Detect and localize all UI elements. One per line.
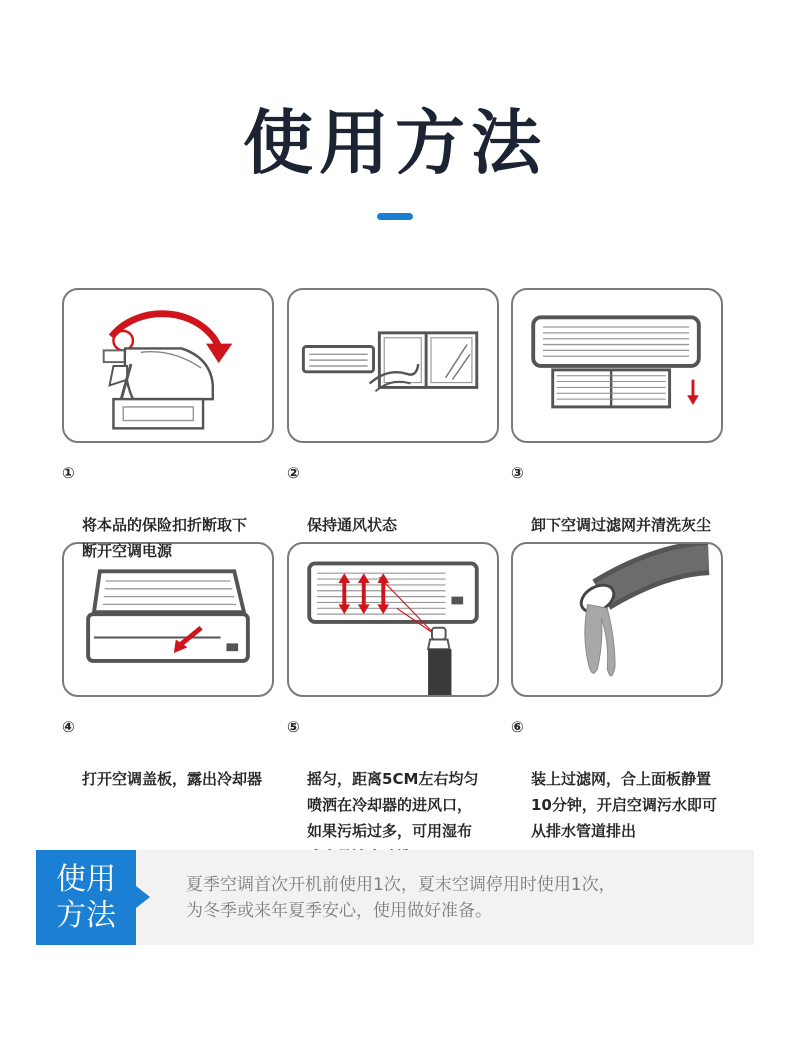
step-1-illustration xyxy=(62,288,274,443)
step-4-caption: ④ 打开空调盖板，露出冷却器 xyxy=(62,718,263,788)
step-1-caption: ① 将本品的保险扣折断取下 断开空调电源 xyxy=(62,464,248,560)
step-2-caption: ② 保持通风状态 xyxy=(287,464,398,534)
usage-label: 使用 方法 xyxy=(36,850,136,945)
step-5-caption: ⑤ 摇匀，距离5CM左右均匀 喷洒在冷却器的进风口， 如果污垢过多，可用湿布 xyxy=(287,718,479,840)
spray-can-cap-icon xyxy=(64,290,272,441)
usage-arrow-icon xyxy=(136,886,150,908)
ventilation-window-icon xyxy=(289,290,497,441)
page-title: 使用方法 xyxy=(243,102,547,184)
step-6-caption: ⑥ 装上过滤网，合上面板静置 10分钟，开启空调污水即可 从排水管道排出 xyxy=(511,718,717,840)
title-accent-bar xyxy=(377,213,413,220)
filter-removal-icon xyxy=(513,290,721,441)
drain-pipe-icon xyxy=(513,544,721,695)
step-6-illustration xyxy=(511,542,723,697)
step-3-caption: ③ 卸下空调过滤网并清洗灰尘 xyxy=(511,464,712,534)
usage-note-box xyxy=(36,850,754,945)
step-5-illustration xyxy=(287,542,499,697)
usage-text: 夏季空调首次开机前使用1次，夏末空调停用时使用1次， 为冬季或来年夏季安心，使用做好准备。 xyxy=(186,875,616,921)
spray-cooler-icon xyxy=(289,544,497,695)
step-3-illustration xyxy=(511,288,723,443)
step-2-illustration xyxy=(287,288,499,443)
